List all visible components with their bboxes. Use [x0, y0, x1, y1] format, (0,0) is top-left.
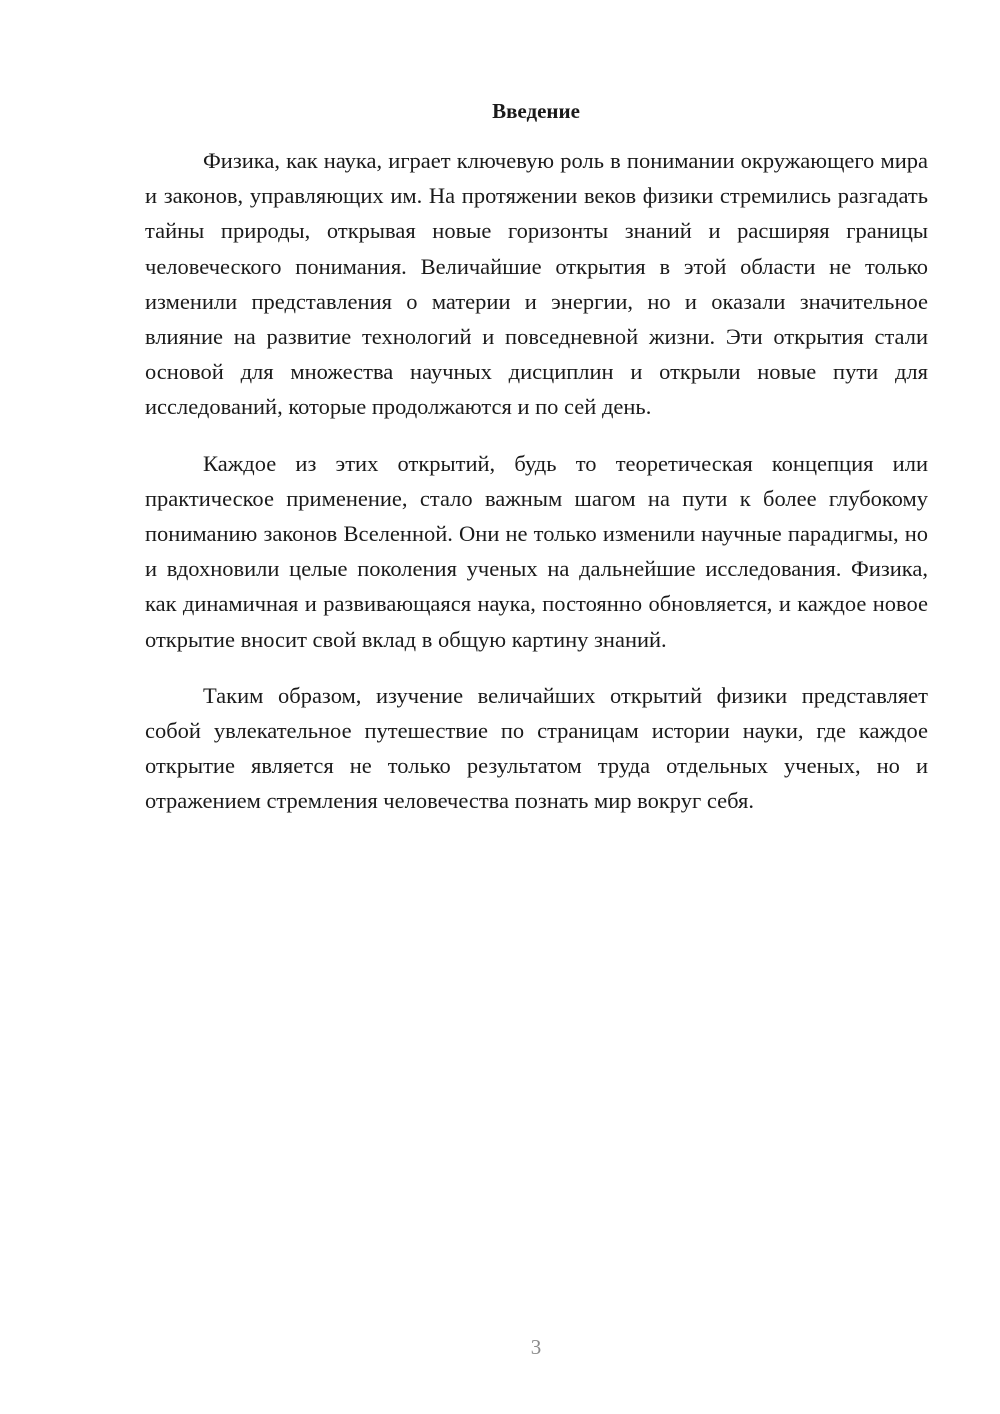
- paragraph-3: Таким образом, изучение величайших открытий физики представляет собой увлекательное путешествие по страницам истории науки, где каждое открытие является не только результатом труда отдельных ученых, но и отражением стремления человечества познать мир вокруг себя.: [145, 682, 928, 814]
- body-text: [145, 143, 928, 840]
- page-number: 3: [530, 1335, 542, 1359]
- section-title: Введение: [492, 99, 580, 123]
- paragraph-2: Каждое из этих открытий, будь то теоретическая концепция или практическое применение, стало важным шагом на пути к более глубокому пониманию законов Вселенной. Они не только изменили научные парадигмы, но и вдохновили целые поколения ученых на дальнейшие исследования. Физика, как динамичная и развивающаяся наука, постоянно обновляется, и каждое новое открытие вносит свой вклад в общую картину знаний.: [145, 450, 928, 652]
- paragraph-1: Физика, как наука, играет ключевую роль в понимании окружающего мира и законов, управляющих им. На протяжении веков физики стремились разгадать тайны природы, открывая новые горизонты знаний и расширяя границы человеческого понимания. Величайшие открытия в этой области не только изменили представления о материи и энергии, но и оказали значительное влияние на развитие технологий и повседневной жизни. Эти открытия стали основой для множества научных дисциплин и открыли новые пути для исследований, которые продолжаются и по сей день.: [145, 148, 928, 420]
